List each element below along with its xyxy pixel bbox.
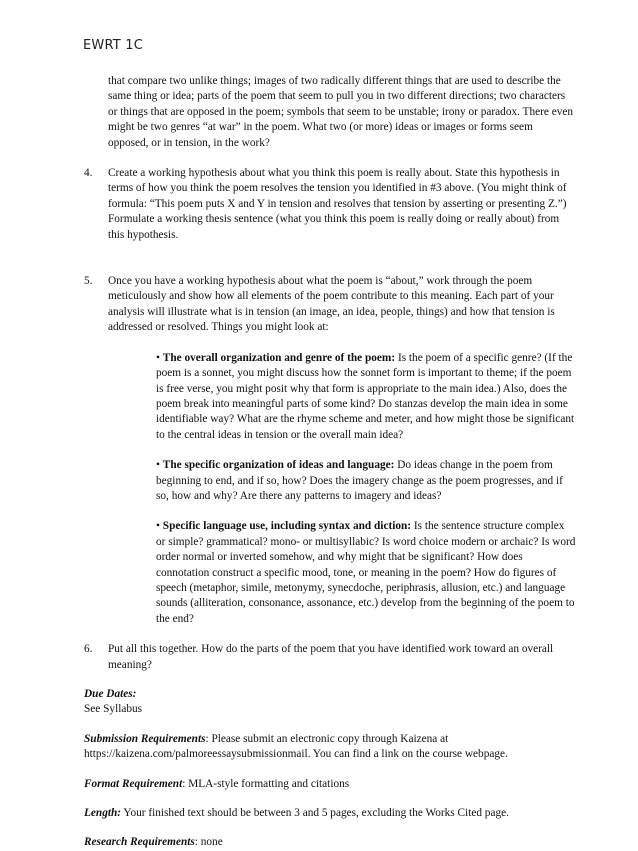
list-item-6 (84, 642, 576, 673)
sub-item-text: Is the poem of a specific genre? (If the poem is a sonnet, you might discuss how the sonnet form is important to theme; if the poem is free verse, you might posit why that form is appropriate to the main idea.) Also, does the poem break into meaningful parts of some kind? Do stanzas develop the main idea in some identifiable way? What are the rhyme scheme and meter, and how might those be significant to the central ideas in tension or the overall main idea? (156, 351, 575, 441)
due-dates-value: See Syllabus (84, 703, 143, 716)
list-text: Create a working hypothesis about what you think this poem is really about. State this hypothesis in terms of how you think the poem resolves the tension you identified in #3 above. (You might think of formula: “This poem puts X and Y in tension and resolves that tension by asserting or presenting Z.”) Formulate a working thesis sentence (what you think this poem is really doing or really about) from this hypothesis. (108, 167, 567, 241)
due-dates-label: Due Dates: (84, 688, 137, 700)
length-text: Your finished text should be between 3 and 5 pages, excluding the Works Cited page. (121, 807, 509, 820)
due-dates-section (84, 687, 576, 718)
page-header: EWRT 1C (83, 38, 143, 53)
sub-item-language (156, 519, 576, 627)
research-label: Research Requirements (84, 836, 195, 849)
submission-requirements (84, 732, 576, 763)
list-number: 6. (84, 643, 93, 656)
bullet: • (156, 520, 160, 533)
sub-item-text: Is the sentence structure complex or simple? grammatical? mono- or multisyllabic? Is word choice modern or archaic? Is word order normal or inverted somehow, and why might that be significant? How does connotation construct a specific mood, tone, or meaning in the poem? How do figures of speech (metaphor, simile, metonymy, synecdoche, periphrasis, allusion, etc.) and language sounds (alliteration, consonance, assonance, etc.) develop from the beginning of the poem to the end? (156, 520, 576, 625)
list-number: 5. (84, 275, 93, 288)
format-label: Format Requirement (84, 777, 183, 790)
bullet: • (156, 351, 160, 364)
list-item-4 (84, 166, 576, 243)
length-label: Length: (84, 807, 122, 820)
length-requirement (84, 806, 576, 821)
list-text: Put all this together. How do the parts of the poem that you have identified work toward an overall meaning? (108, 643, 554, 671)
sub-item-organization (156, 458, 576, 504)
research-requirements (84, 835, 576, 850)
list-text: Once you have a working hypothesis about what the poem is “about,” work through the poem meticulously and show how all elements of the poem contribute to this meaning. Each part of your analysis will illustrate what is in tension (an image, an idea, people, things) and how that tension is addressed or resolved. Things you might look at: (108, 275, 555, 334)
format-text: : MLA-style formatting and citations (182, 777, 350, 790)
sub-item-text: Do ideas change in the poem from beginning to end, and if so, how? Does the imagery change as the poem progresses, and if so, how and why? Are there any patterns to imagery and ideas? (156, 459, 563, 502)
sub-item-title: Specific language use, including syntax and diction: (162, 520, 412, 533)
intro-continuation: that compare two unlike things; images of two radically different things that are used to describe the same thing or idea; parts of the poem that seem to pull you in two different directions; two characters or things that are opposed in the poem; symbols that seem to be unstable; irony or paradox. There even might be two genres “at war” in the poem. What two (or more) ideas or images or forms seem opposed, or in tension, in the work? (108, 75, 574, 149)
submission-text: : Please submit an electronic copy through Kaizena at https://kaizena.com/palmoreessaysubmissionmail. You can find a link on the course webpage. (84, 732, 508, 761)
research-text: : none (194, 836, 223, 849)
submission-label: Submission Requirements (84, 732, 206, 745)
sub-item-genre (156, 351, 576, 443)
bullet: • (156, 459, 160, 472)
document-body (84, 74, 576, 851)
list-number: 4. (84, 167, 93, 180)
sub-item-title: The specific organization of ideas and language: (162, 459, 395, 472)
list-item-5 (84, 274, 576, 336)
sub-item-title: The overall organization and genre of the poem: (162, 351, 396, 364)
format-requirement (84, 777, 576, 792)
